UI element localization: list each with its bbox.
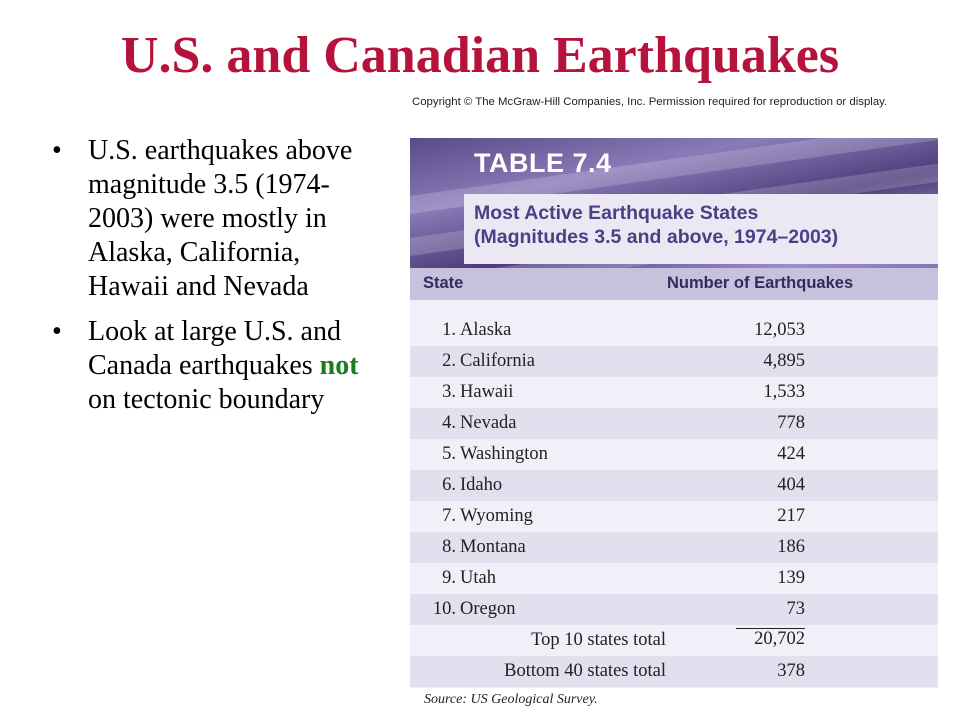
rank: 3.: [442, 382, 456, 402]
table-caption-line2: (Magnitudes 3.5 and above, 1974–2003): [474, 226, 839, 248]
state-name: Montana: [460, 537, 526, 557]
state-name: Utah: [460, 568, 496, 588]
state-name: California: [460, 351, 536, 371]
earthquake-count: 73: [786, 599, 805, 619]
table-row: [410, 315, 938, 346]
earthquake-count: 424: [777, 444, 805, 464]
earthquake-count: 12,053: [754, 320, 805, 340]
state-name: Wyoming: [460, 506, 533, 526]
rank: 7.: [442, 506, 456, 526]
total-label: Bottom 40 states total: [504, 661, 666, 681]
bullet-list: [52, 134, 382, 428]
earthquake-count: 139: [777, 568, 805, 588]
table-caption-line1: Most Active Earthquake States: [474, 202, 759, 224]
earthquake-count: 778: [777, 413, 805, 433]
rank: 1.: [442, 320, 456, 340]
earthquake-count: 217: [777, 506, 805, 526]
rank: 8.: [442, 537, 456, 557]
table-body: [410, 300, 938, 688]
earthquake-count: 186: [777, 537, 805, 557]
copyright-notice: Copyright © The McGraw-Hill Companies, Inc. Permission required for reproduction or display.: [412, 96, 888, 108]
earthquake-count: 1,533: [763, 382, 805, 402]
column-header-state: State: [423, 274, 464, 292]
table-row: [410, 470, 938, 501]
table-row: [410, 563, 938, 594]
state-name: Hawaii: [460, 382, 514, 402]
state-name: Alaska: [460, 320, 512, 340]
rank: 10.: [432, 599, 456, 619]
bullet-emphasis: not: [319, 350, 359, 381]
bullet-text-before: Look at large U.S. and Canada earthquakes: [88, 316, 341, 381]
table-caption: [474, 201, 934, 249]
state-name: Nevada: [460, 413, 517, 433]
total-value: 378: [777, 661, 805, 681]
bullet-text: U.S. earthquakes above magnitude 3.5 (1974-2003) were mostly in Alaska, California, Hawaii and Nevada: [88, 135, 353, 302]
earthquake-table: [410, 138, 938, 688]
rank: 5.: [442, 444, 456, 464]
rank: 6.: [442, 475, 456, 495]
state-name: Washington: [460, 444, 548, 464]
bullet-dot: •: [52, 316, 62, 347]
table-column-headers: [410, 268, 938, 300]
total-value: 20,702: [736, 628, 805, 650]
rank: 9.: [442, 568, 456, 588]
rank: 2.: [442, 351, 456, 371]
table-row: [410, 532, 938, 563]
table-row: [410, 501, 938, 532]
earthquake-count: 404: [777, 475, 805, 495]
rank: 4.: [442, 413, 456, 433]
table-row: [410, 594, 938, 625]
bullet-item: [52, 134, 382, 304]
earthquake-count: 4,895: [763, 351, 805, 371]
table-number: TABLE 7.4: [474, 148, 612, 178]
bullet-text-after: on tectonic boundary: [88, 384, 325, 415]
table-total-row: [410, 656, 938, 687]
bullet-item: [52, 315, 382, 417]
table-caption-box: [464, 194, 938, 264]
table-total-row: [410, 625, 938, 656]
table-row: [410, 346, 938, 377]
state-name: Idaho: [460, 475, 503, 495]
total-label: Top 10 states total: [531, 630, 666, 650]
table-row: [410, 439, 938, 470]
state-name: Oregon: [460, 599, 516, 619]
bullet-dot: •: [52, 135, 62, 166]
table-row: [410, 377, 938, 408]
table-source: Source: US Geological Survey.: [424, 692, 598, 707]
slide-title: U.S. and Canadian Earthquakes: [120, 27, 840, 84]
table-row: [410, 408, 938, 439]
column-header-count: Number of Earthquakes: [667, 274, 854, 292]
